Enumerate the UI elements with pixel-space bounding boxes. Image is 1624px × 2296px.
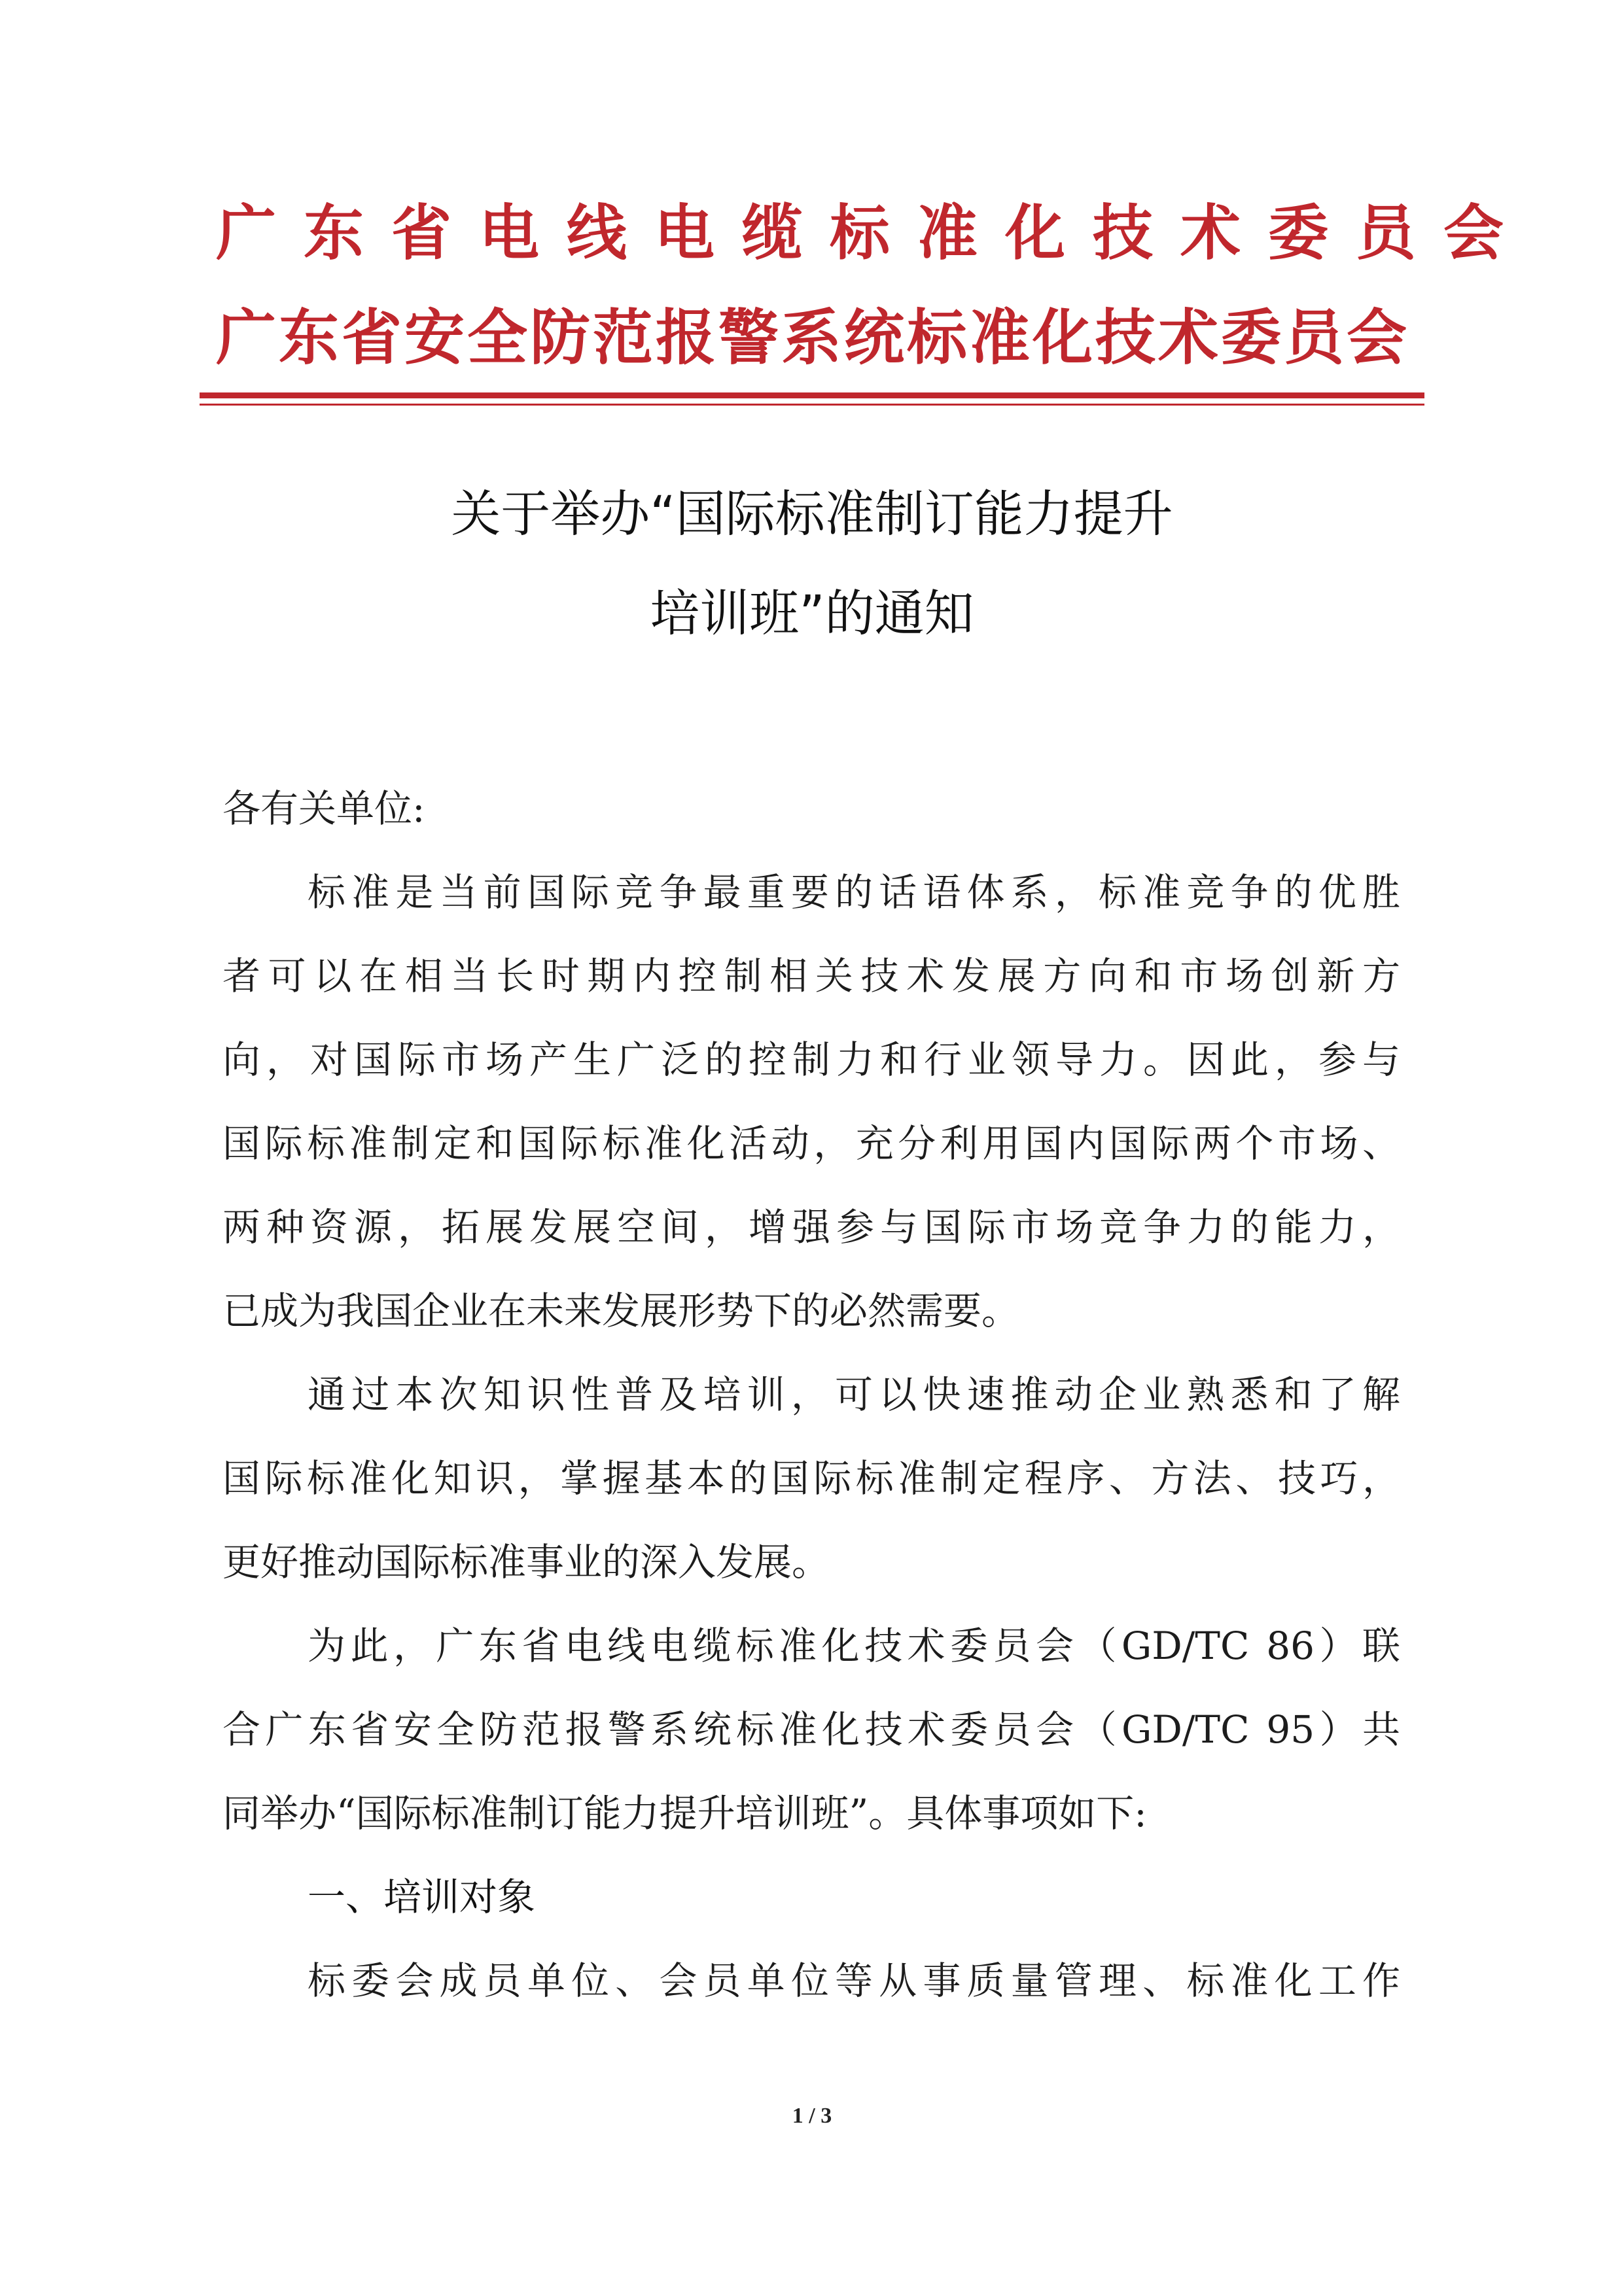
paragraph-1-line-4: 国际标准制定和国际标准化活动，充分利用国内国际两个市场、 [222,1121,1400,1166]
paragraph-1-line-5: 两种资源，拓展发展空间，增强参与国际市场竞争力的能力， [222,1205,1400,1249]
paragraph-2-line-2: 国际标准化知识，掌握基本的国际标准制定程序、方法、技巧， [222,1456,1400,1501]
document-title-line-2: 培训班”的通知 [650,584,974,642]
paragraph-1-line-1: 标准是当前国际竞争最重要的话语体系，标准竞争的优胜 [308,870,1400,914]
issuer-name-security-committee: 广东省安全防范报警系统标准化技术委员会 [216,303,1410,373]
paragraph-1-line-6: 已成为我国企业在未来发展形势下的必然需要。 [222,1289,1020,1333]
paragraph-3-line-3: 同举办“国际标准制订能力提升培训班”。具体事项如下: [222,1791,1147,1835]
paragraph-3-line-1: 为此，广东省电线电缆标准化技术委员会（GD/TC 86）联 [308,1624,1400,1668]
header-divider-thick [200,392,1424,398]
paragraph-1-line-2: 者可以在相当长时期内控制相关技术发展方向和市场创新方 [222,954,1400,998]
document-title-line-1: 关于举办“国际标准制订能力提升 [451,485,1173,543]
salutation: 各有关单位: [222,786,425,831]
paragraph-1-line-3: 向，对国际市场产生广泛的控制力和行业领导力。因此，参与 [222,1037,1400,1082]
issuer-name-cable-committee: 广东省电线电缆标准化技术委员会 [216,198,1532,268]
header-divider-thin [200,404,1424,406]
section-heading-training-target: 一、培训对象 [308,1875,536,1919]
page-number: 1 / 3 [792,2104,832,2128]
paragraph-2-line-3: 更好推动国际标准事业的深入发展。 [222,1540,830,1584]
section-1-line-1: 标委会成员单位、会员单位等从事质量管理、标准化工作 [308,1958,1400,2003]
paragraph-3-line-2: 合广东省安全防范报警系统标准化技术委员会（GD/TC 95）共 [222,1707,1400,1752]
paragraph-2-line-1: 通过本次知识性普及培训，可以快速推动企业熟悉和了解 [308,1372,1400,1417]
